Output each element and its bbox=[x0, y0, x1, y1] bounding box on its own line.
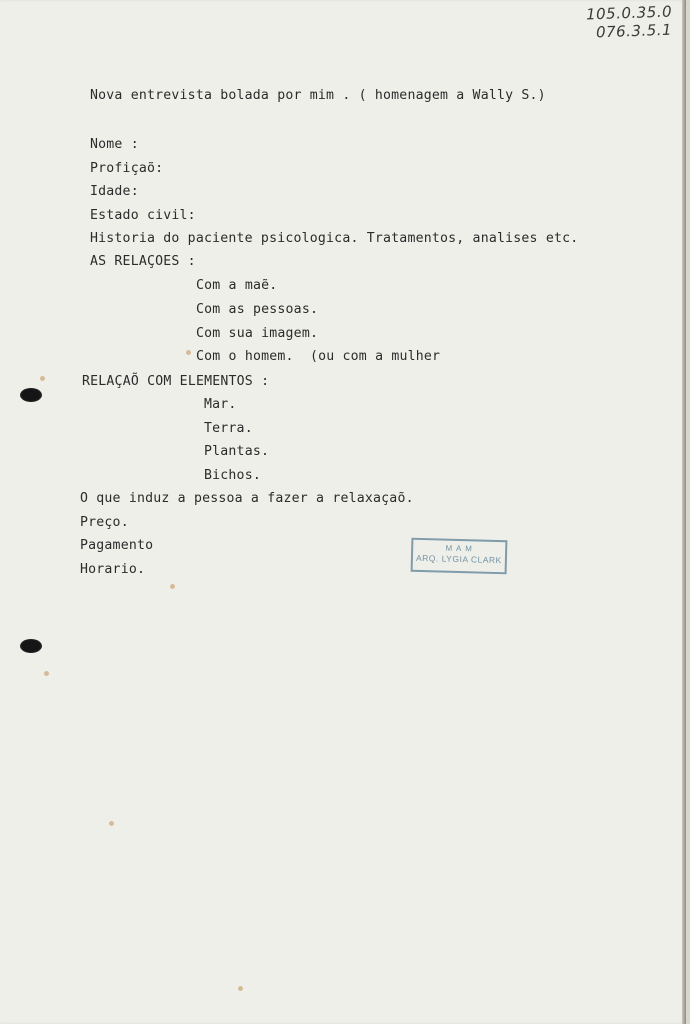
archive-code-bottom: 076.3.5.1 bbox=[595, 20, 673, 42]
paper-spot bbox=[238, 986, 243, 991]
punch-hole-icon bbox=[20, 388, 42, 402]
closing-line: Horario. bbox=[80, 562, 146, 577]
element-item: Mar. bbox=[204, 397, 237, 412]
field-estado-civil: Estado civil: bbox=[90, 208, 196, 223]
document-title: Nova entrevista bolada por mim . ( homenagem a Wally S.) bbox=[90, 88, 546, 103]
stamp-line-2: ARQ. LYGIA CLARK bbox=[415, 552, 502, 566]
archive-code-top: 105.0.35.0 bbox=[585, 2, 673, 24]
closing-line: Preço. bbox=[80, 515, 129, 530]
relations-heading: AS RELAÇOES : bbox=[90, 254, 196, 269]
relation-item: Com a maẽ. bbox=[196, 278, 278, 293]
page-edge bbox=[682, 0, 686, 1024]
paper-spot bbox=[44, 671, 49, 676]
paper-spot bbox=[186, 350, 191, 355]
field-historia: Historia do paciente psicologica. Tratamentos, analises etc. bbox=[90, 231, 579, 246]
relation-item: Com as pessoas. bbox=[196, 302, 319, 317]
element-item: Terra. bbox=[204, 421, 253, 436]
punch-hole-icon bbox=[20, 639, 42, 653]
paper-spot bbox=[170, 584, 175, 589]
closing-line: O que induz a pessoa a fazer a relaxaçaõ. bbox=[80, 491, 414, 506]
field-proficao: Profiçaõ: bbox=[90, 161, 164, 176]
paper-spot bbox=[109, 821, 114, 826]
closing-line: Pagamento bbox=[80, 538, 154, 553]
element-item: Bichos. bbox=[204, 468, 261, 483]
archive-stamp bbox=[411, 538, 508, 575]
stamp-line-1: M A M bbox=[445, 543, 473, 554]
elements-heading: RELAÇAÕ COM ELEMENTOS : bbox=[82, 374, 270, 389]
paper-spot bbox=[40, 376, 45, 381]
field-idade: Idade: bbox=[90, 184, 139, 199]
field-nome: Nome : bbox=[90, 137, 139, 152]
relation-item: Com o homem. (ou com a mulher bbox=[196, 349, 441, 364]
relation-item: Com sua imagem. bbox=[196, 326, 319, 341]
element-item: Plantas. bbox=[204, 444, 270, 459]
